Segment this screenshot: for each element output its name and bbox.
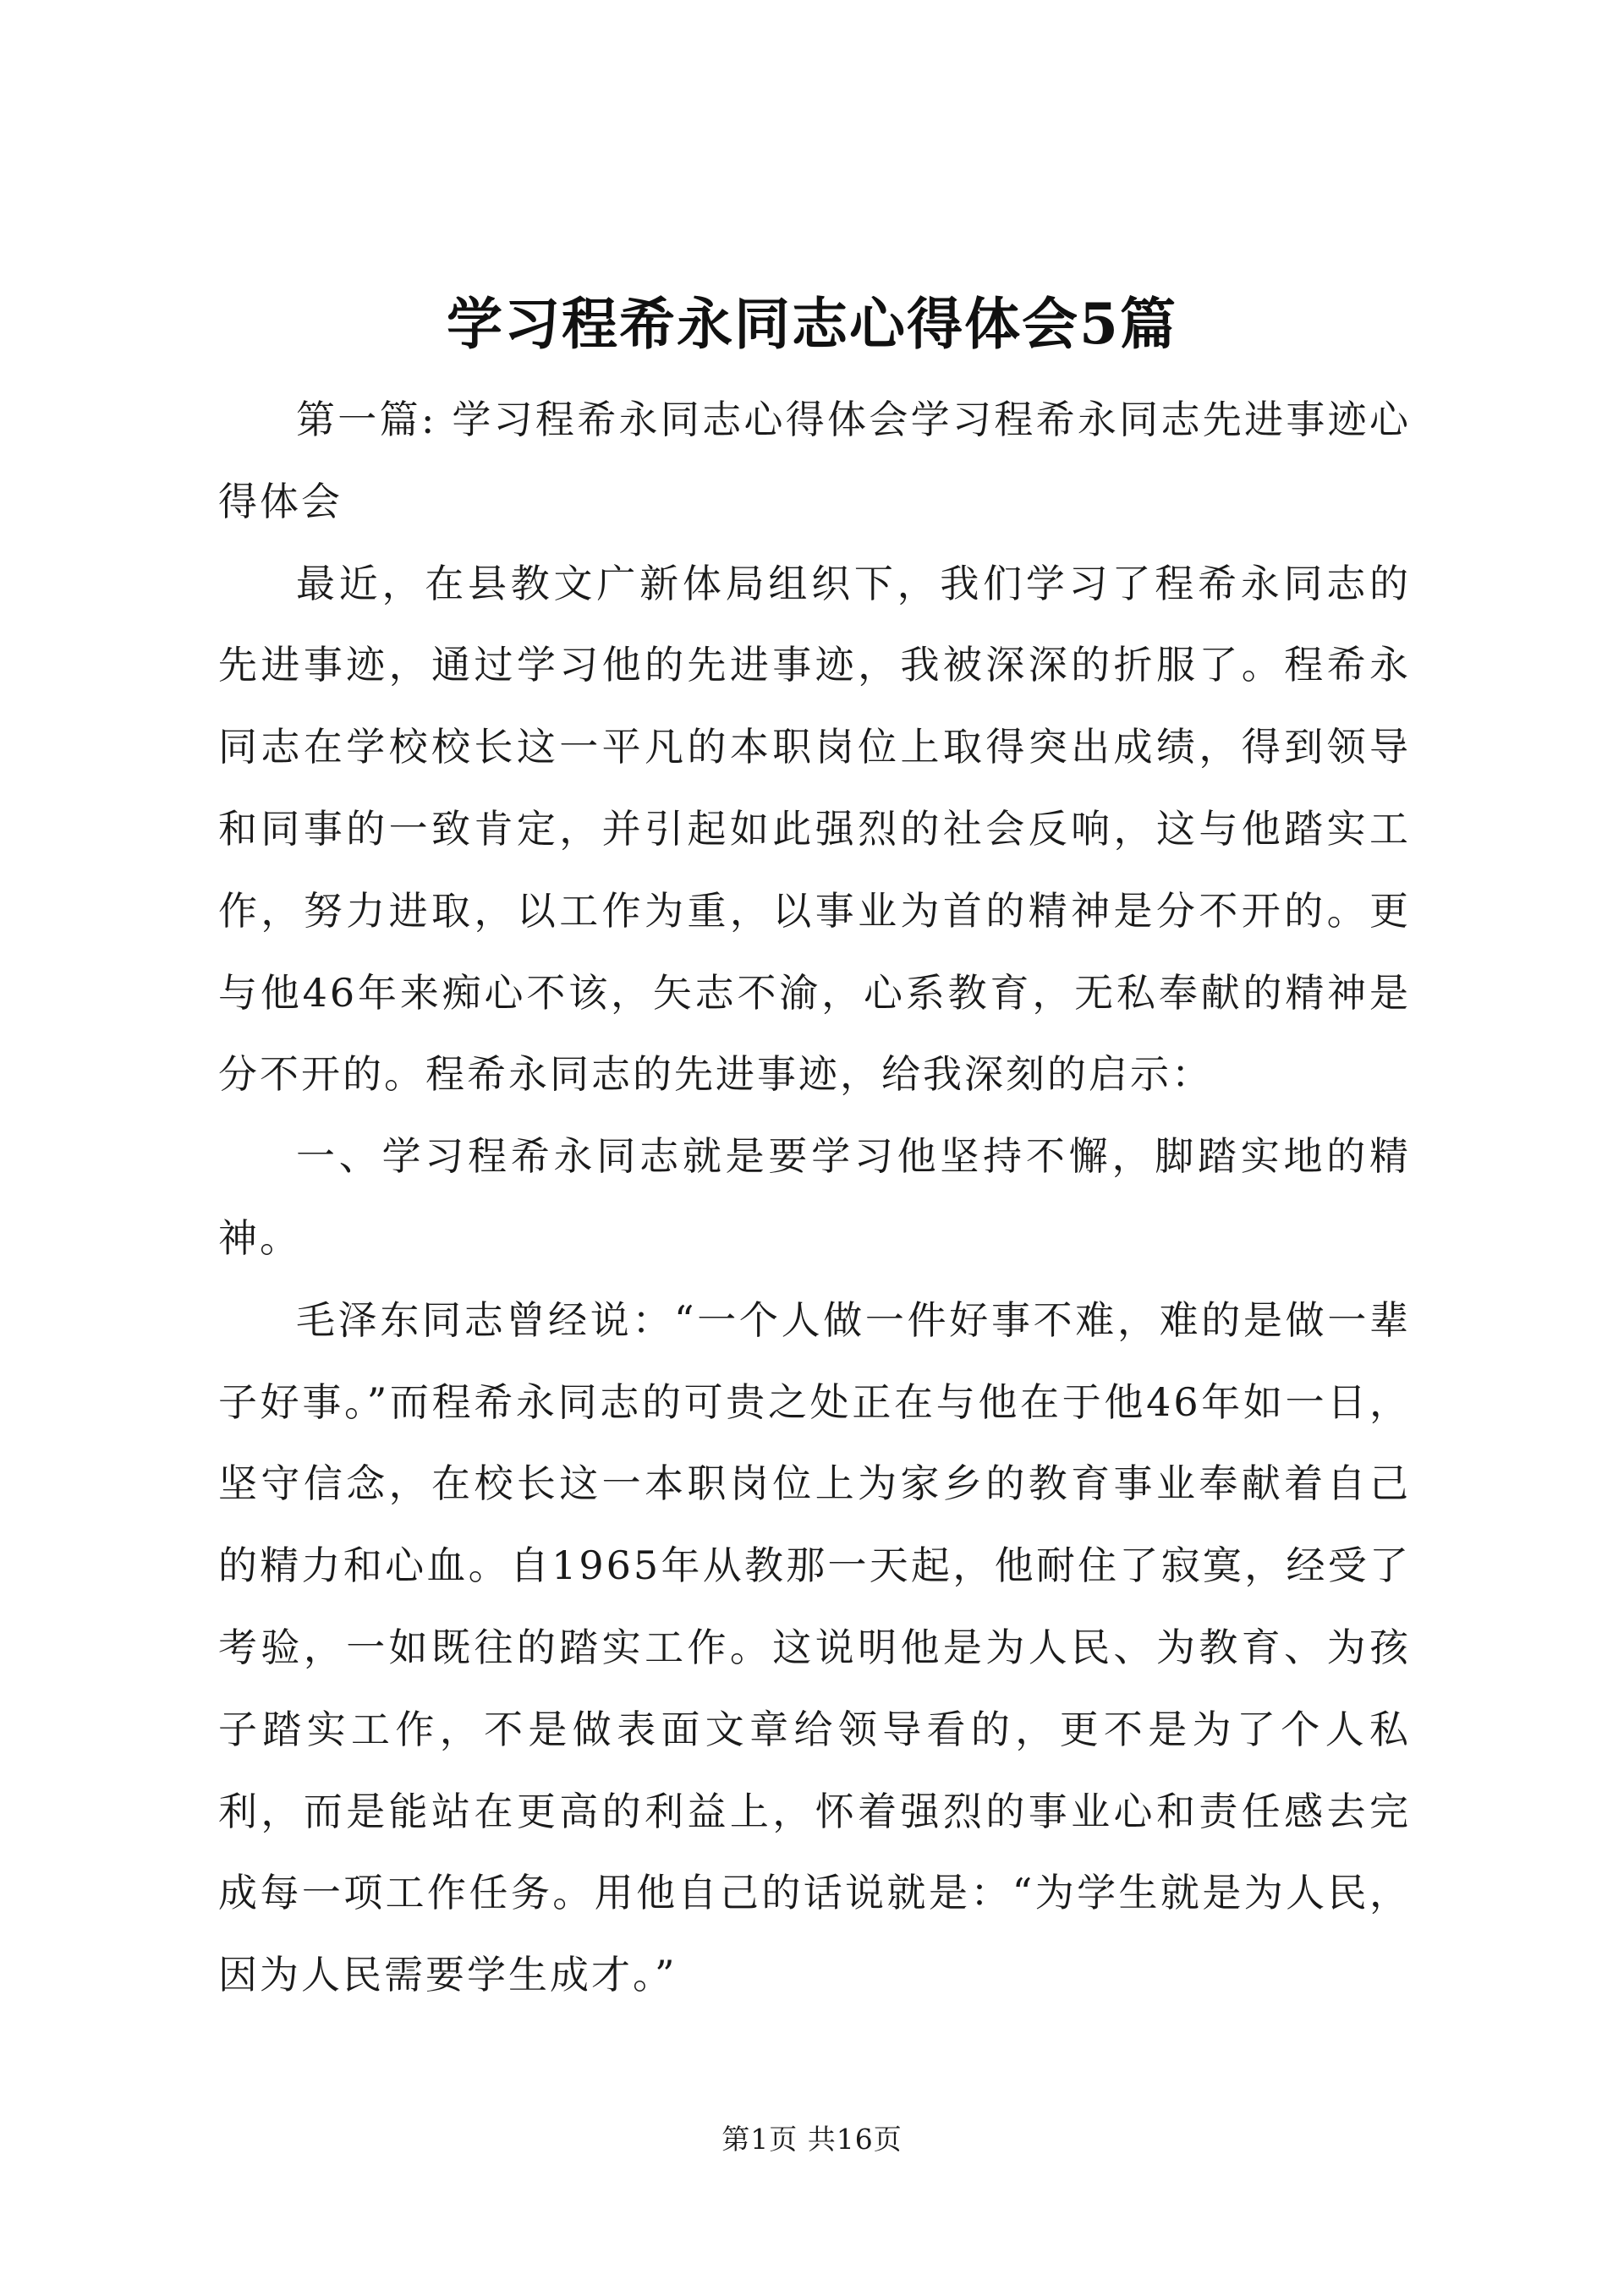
document-body xyxy=(218,379,1411,2016)
paragraph-intro: 最近，在县教文广新体局组织下，我们学习了程希永同志的先进事迹，通过学习他的先进事迹，我被深深的折服了。程希永同志在学校校长这一平凡的本职岗位上取得突出成绩，得到领导和同事的一致肯定，并引起如此强烈的社会反响，这与他踏实工作，努力进取，以工作为重，以事业为首的精神是分不开的。更与他46年来痴心不该，矢志不渝，心系教育，无私奉献的精神是分不开的。程希永同志的先进事迹，给我深刻的启示： xyxy=(218,560,1411,1098)
paragraph-heading-part-one: 第一篇: 学习程希永同志心得体会学习程希永同志先进事迹心得体会 xyxy=(218,397,1411,524)
page-footer: 第1页 共16页 xyxy=(721,2123,903,2156)
paragraph-section-one-heading: 一、学习程希永同志就是要学习他坚持不懈，脚踏实地的精神。 xyxy=(218,1133,1411,1261)
paragraph-section-one-body: 毛泽东同志曾经说：“一个人做一件好事不难，难的是做一辈子好事。”而程希永同志的可贵之处正在与他在于他46年如一日，坚守信念，在校长这一本职岗位上为家乡的教育事业奉献着自己的精力和心血。自1965年从教那一天起，他耐住了寂寞，经受了考验，一如既往的踏实工作。这说明他是为人民、为教育、为孩子踏实工作，不是做表面文章给领导看的，更不是为了个人私利，而是能站在更高的利益上，怀着强烈的事业心和责任感去完成每一项工作任务。用他自己的话说就是：“为学生就是为人民，因为人民需要学生成才。” xyxy=(218,1296,1411,1998)
document-title: 学习程希永同志心得体会5篇 xyxy=(447,291,1177,357)
